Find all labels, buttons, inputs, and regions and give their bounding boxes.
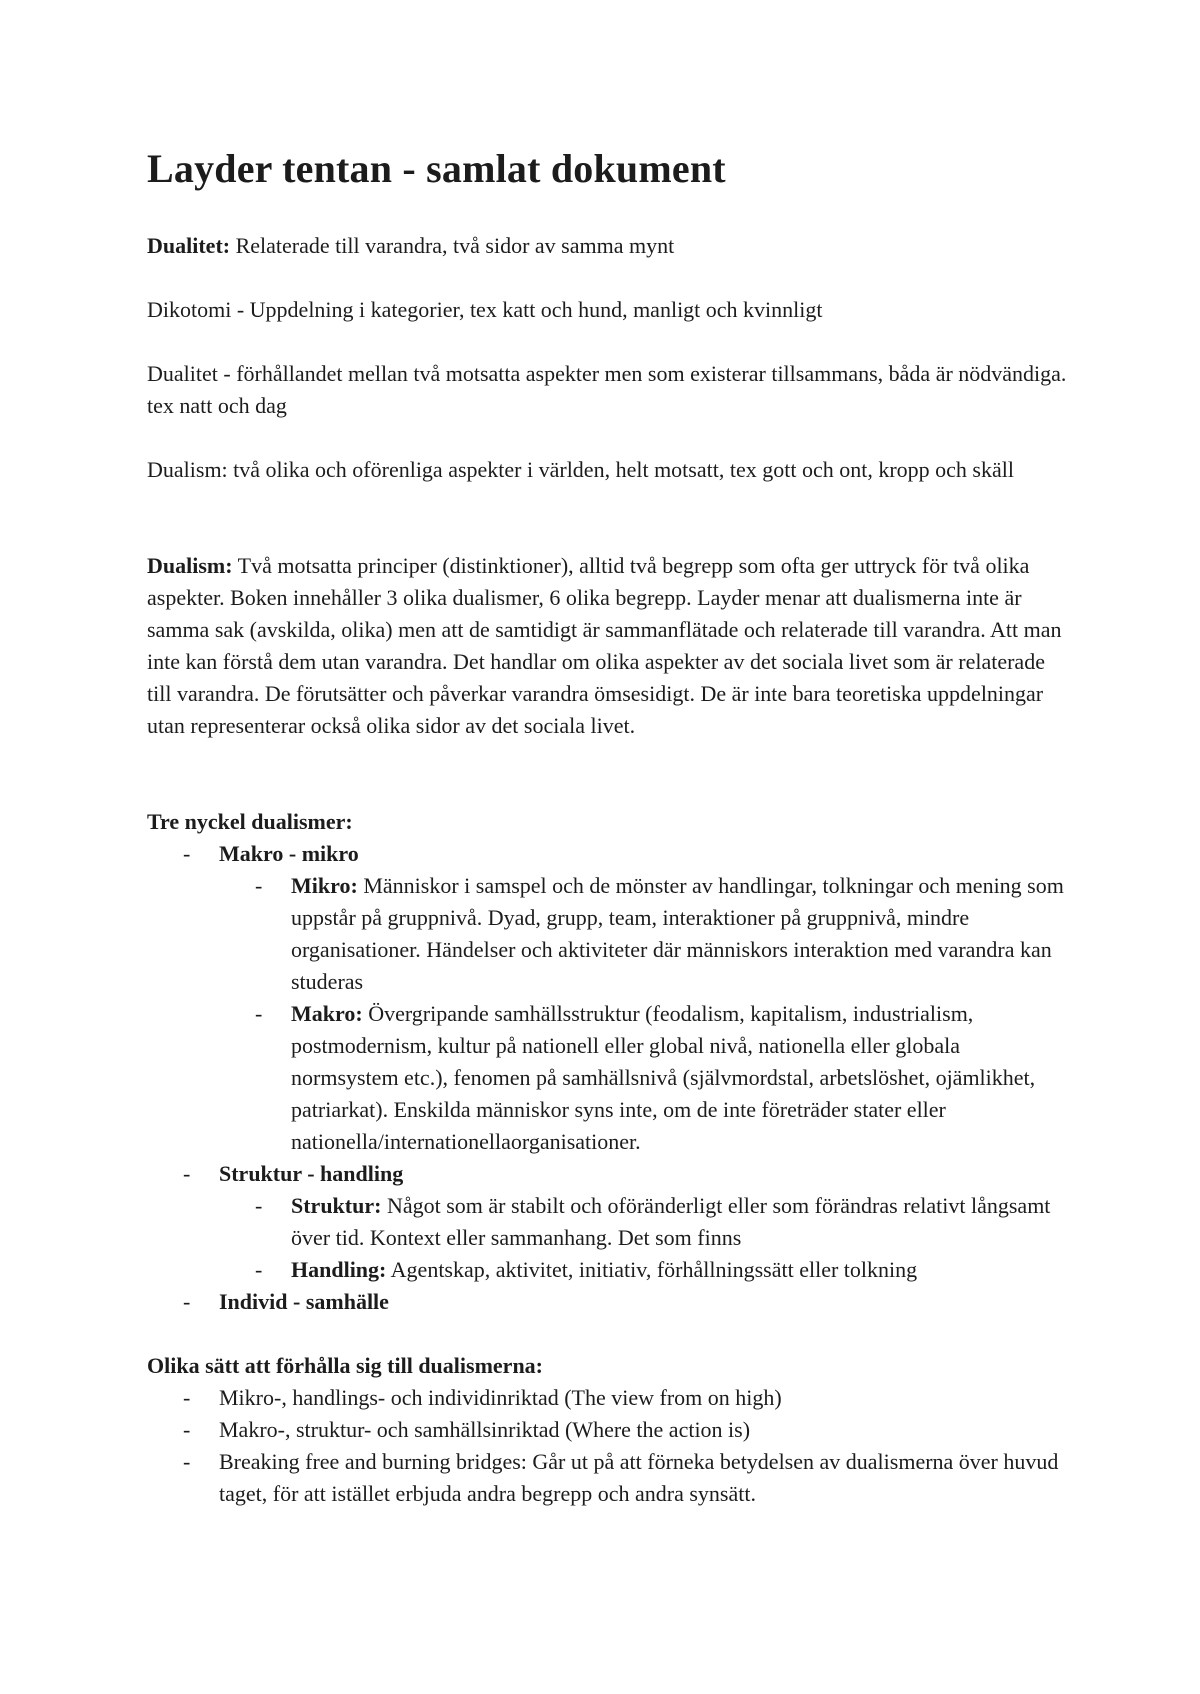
approach-text: Mikro-, handlings- och individinriktad (The view from on high) [219, 1385, 782, 1410]
term-label: Mikro: [291, 873, 358, 898]
section-key-dualisms [147, 806, 1067, 1318]
term-text: Människor i samspel och de mönster av handlingar, tolkningar och mening som uppstår på gruppnivå. Dyad, grupp, team, interaktioner på gruppnivå, mindre organisationer. Händelser och aktiviteter där människors interaktion med varandra kan studeras [291, 873, 1064, 994]
sub-list [219, 870, 1067, 1158]
definition-dualitet-2: Dualitet - förhållandet mellan två motsatta aspekter men som existerar tillsammans, båda är nödvändiga. tex natt och dag [147, 361, 1067, 418]
dualism-label: Individ - samhälle [219, 1289, 389, 1314]
sub-list [219, 1190, 1067, 1286]
list-item [219, 1190, 1067, 1254]
section-heading: Olika sätt att förhålla sig till dualismerna: [147, 1353, 543, 1378]
dualism-label: Makro - mikro [219, 841, 359, 866]
bullet-dash: - [255, 1001, 263, 1026]
bullet-dash: - [183, 1161, 191, 1186]
approach-text: Makro-, struktur- och samhällsinriktad (Where the action is) [219, 1417, 751, 1442]
term-label: Dualism: [147, 553, 233, 578]
list-item [219, 870, 1067, 998]
definition-dualitet [147, 230, 1067, 262]
term-label: Dualitet: [147, 233, 231, 258]
bullet-dash: - [183, 1385, 191, 1410]
section-approaches [147, 1350, 1067, 1510]
approach-list [147, 1382, 1067, 1510]
bullet-dash: - [183, 1289, 191, 1314]
list-item [147, 1414, 1067, 1446]
list-item [147, 1382, 1067, 1414]
definition-dualism-long [147, 550, 1067, 742]
definition-text: Relaterade till varandra, två sidor av samma mynt [230, 233, 675, 258]
list-item [219, 998, 1067, 1158]
dualism-label: Struktur - handling [219, 1161, 404, 1186]
definition-dikotomi: Dikotomi - Uppdelning i kategorier, tex katt och hund, manligt och kvinnligt [147, 297, 823, 322]
bullet-dash: - [255, 1257, 263, 1282]
bullet-dash: - [183, 841, 191, 866]
definition-text: Två motsatta principer (distinktioner), alltid två begrepp som ofta ger uttryck för två olika aspekter. Boken innehåller 3 olika dualismer, 6 olika begrepp. Layder menar att dualismerna inte är samma sak (avskilda, olika) men att de samtidigt är sammanflätade och relaterade till varandra. Att man inte kan förstå dem utan varandra. Det handlar om olika aspekter av det sociala livet som är relaterade till varandra. De förutsätter och påverkar varandra ömsesidigt. De är inte bara teoretiska uppdelningar utan representerar också olika sidor av det sociala livet. [147, 553, 1062, 738]
approach-text: Breaking free and burning bridges: Går ut på att förneka betydelsen av dualismerna över huvud taget, för att istället erbjuda andra begrepp och andra synsätt. [219, 1449, 1059, 1506]
term-text: Något som är stabilt och oföränderligt eller som förändras relativt långsamt över tid. Kontext eller sammanhang. Det som finns [291, 1193, 1051, 1250]
term-label: Struktur: [291, 1193, 382, 1218]
list-item [147, 838, 1067, 1158]
bullet-dash: - [183, 1449, 191, 1474]
term-label: Handling: [291, 1257, 387, 1282]
list-item [219, 1254, 1067, 1286]
term-text: Övergripande samhällsstruktur (feodalism, kapitalism, industrialism, postmodernism, kultur på nationell eller global nivå, nationella eller globala normsystem etc.), fenomen på samhällsnivå (självmordstal, arbetslöshet, ojämlikhet, patriarkat). Enskilda människor syns inte, om de inte företräder stater eller nationella/internationellaorganisationer. [291, 1001, 1036, 1154]
definition-dualism: Dualism: två olika och oförenliga aspekter i världen, helt motsatt, tex gott och ont, kropp och skäll [147, 457, 1014, 482]
document-title: Layder tentan - samlat dokument [147, 146, 726, 191]
bullet-dash: - [183, 1417, 191, 1442]
dualism-list [147, 838, 1067, 1318]
term-label: Makro: [291, 1001, 363, 1026]
bullet-dash: - [255, 1193, 263, 1218]
section-heading: Tre nyckel dualismer: [147, 809, 353, 834]
term-text: Agentskap, aktivitet, initiativ, förhållningssätt eller tolkning [386, 1257, 918, 1282]
list-item [147, 1158, 1067, 1286]
list-item [147, 1446, 1067, 1510]
bullet-dash: - [255, 873, 263, 898]
list-item [147, 1286, 1067, 1318]
